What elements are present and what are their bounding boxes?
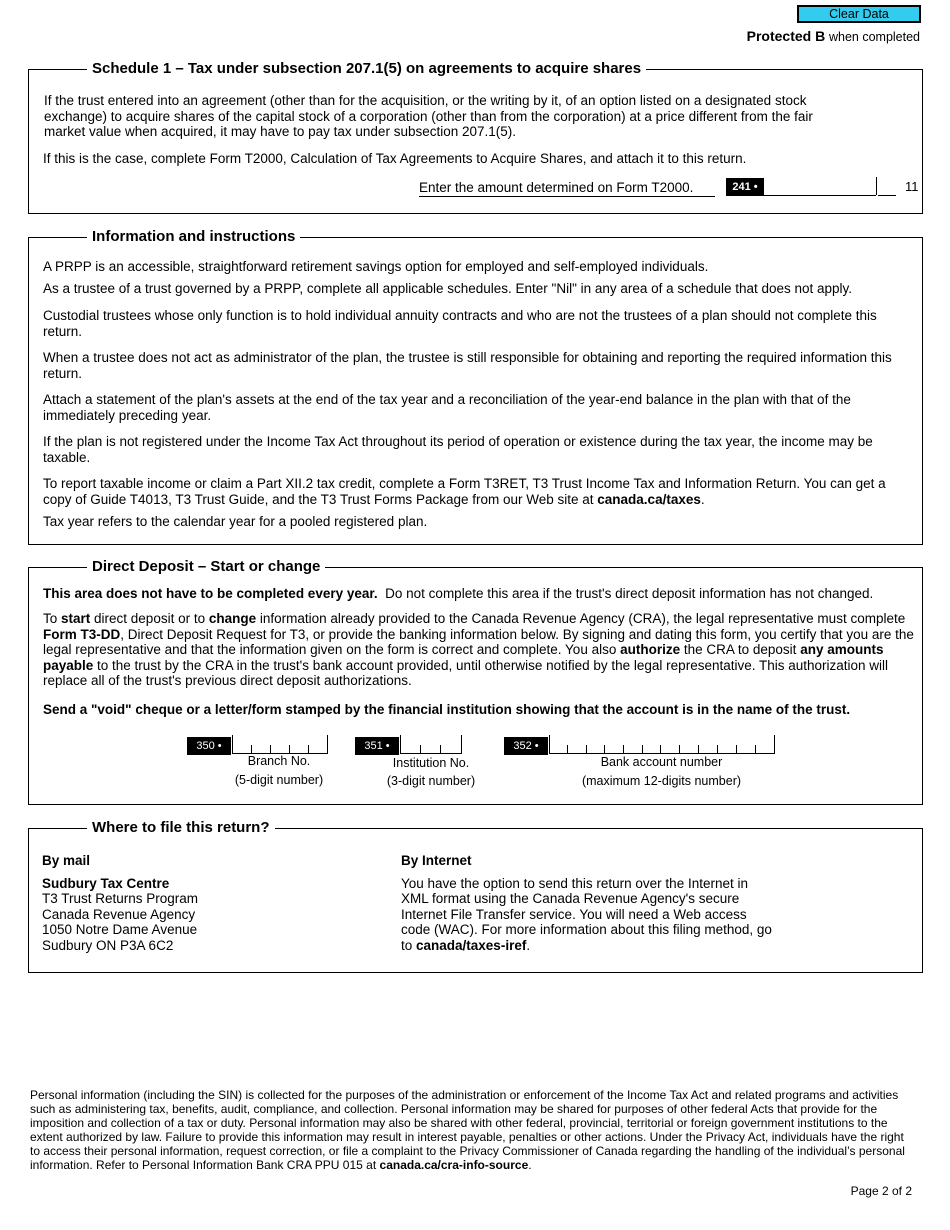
direct-deposit-section xyxy=(28,558,923,805)
privacy-notice xyxy=(30,1088,915,1172)
info-para6: If the plan is not registered under the Income Tax Act throughout its period of operation or existence during the tax year, the income may be taxable. xyxy=(43,434,873,465)
when-completed-label: when completed xyxy=(828,30,920,44)
deposit-text-3: information already provided to the Canada Revenue Agency (CRA), the legal representative must complete xyxy=(256,611,906,626)
mail-street: 1050 Notre Dame Avenue xyxy=(42,922,198,937)
deposit-change-word: change xyxy=(208,611,257,626)
digit-divider xyxy=(604,745,605,753)
digit-divider xyxy=(642,745,643,753)
decimal-divider xyxy=(876,177,877,195)
deposit-form-name: Form T3-DD xyxy=(43,626,121,642)
digit-divider xyxy=(698,745,699,753)
where-to-file-section xyxy=(28,819,923,973)
protected-b-label: Protected B xyxy=(746,28,826,44)
taxes-iref-link[interactable]: canada/taxes-iref xyxy=(416,937,527,953)
mail-program: T3 Trust Returns Program xyxy=(42,891,199,906)
account-number-field[interactable] xyxy=(549,736,775,754)
direct-deposit-title: Direct Deposit – Start or change xyxy=(87,558,325,576)
where-to-file-title: Where to file this return? xyxy=(87,819,275,837)
digit-divider xyxy=(660,745,661,753)
info-para7-end: . xyxy=(700,491,705,507)
digit-divider xyxy=(679,745,680,753)
branch-label: Branch No. xyxy=(247,754,311,768)
info-para1: A PRPP is an accessible, straightforward retirement savings option for employed and self-employed individuals. xyxy=(43,259,709,274)
digit-divider xyxy=(420,745,421,753)
information-title: Information and instructions xyxy=(87,228,300,246)
digit-divider xyxy=(623,745,624,753)
field-edge xyxy=(461,735,462,753)
deposit-intro-rest: Do not complete this area if the trust's direct deposit information has not changed. xyxy=(385,586,874,601)
info-para2: As a trustee of a trust governed by a PRPP, complete all applicable schedules. Enter "Nil" in any area of a schedule that does not apply. xyxy=(43,281,853,296)
privacy-end: . xyxy=(528,1158,532,1172)
deposit-text-1: To xyxy=(43,611,62,626)
info-para4: When a trustee does not act as administrator of the plan, the trustee is still responsible for obtaining and reporting the required information this return. xyxy=(43,350,892,381)
deposit-text-4: , Direct Deposit Request for T3, or provide the banking information below. By signing and dating this form, you certify that you are the legal representative and that the information given on the form is correct and complete. You also xyxy=(43,626,914,657)
digit-divider xyxy=(440,745,441,753)
branch-code: 350 • xyxy=(187,737,231,755)
info-para5: Attach a statement of the plan's assets at the end of the tax year and a reconciliation of the year-end balance in the plan with that of the immediately preceding year. xyxy=(43,392,851,423)
deposit-text-5: the CRA to deposit xyxy=(680,642,801,657)
page-number: Page 2 of 2 xyxy=(850,1184,912,1198)
digit-divider xyxy=(586,745,587,753)
deposit-amounts-phrase: any amounts payable xyxy=(43,642,884,673)
privacy-text: Personal information (including the SIN) is collected for the purposes of the administration or enforcement of the Income Tax Act and related programs and activities such as administering tax, benefits, audit, compliance, and collection. Personal information may be shared for purposes of other federal Acts that provide for the imposition and collection of a tax or duty. Personal information may also be shared with other federal, provincial, territorial or foreign government institutions to the extent authorized by law. Failure to provide this information may result in interest payable, penalties or other actions. Under the Privacy Act, individuals have the right to access their personal information, request correction, or file a complaint to the Privacy Commissioner of Canada regarding the handling of the individual’s personal information. Refer to Personal Information Bank CRA PPU 015 at xyxy=(30,1088,905,1172)
enter-amount-label: Enter the amount determined on Form T2000. xyxy=(419,180,715,197)
digit-divider xyxy=(717,745,718,753)
deposit-intro-bold: This area does not have to be completed every year. xyxy=(43,586,378,601)
deposit-instructions xyxy=(43,611,915,689)
by-mail-heading: By mail xyxy=(42,853,91,868)
info-para3: Custodial trustees whose only function is to hold individual annuity contracts and who are not the trustees of a plan should not complete this return. xyxy=(43,308,877,339)
protected-b-notice xyxy=(747,28,920,44)
digit-divider xyxy=(308,745,309,753)
account-code: 352 • xyxy=(504,737,548,755)
mail-agency: Canada Revenue Agency xyxy=(42,906,196,922)
info-para7 xyxy=(43,476,913,507)
deposit-authorize-word: authorize xyxy=(620,642,681,657)
line-241-cents-field[interactable] xyxy=(878,178,896,196)
institution-code: 351 • xyxy=(355,737,399,755)
account-label: Bank account number xyxy=(600,755,723,769)
information-section xyxy=(28,228,923,545)
field-edge xyxy=(549,735,550,753)
schedule-1-section xyxy=(28,60,923,214)
deposit-text-6: to the trust by the CRA in the trust's bank account provided, until otherwise notified by the legal representative. This authorization will replace all of the trust's previous direct deposit authorizations. xyxy=(43,657,889,688)
field-edge xyxy=(327,735,328,753)
by-mail-block xyxy=(42,853,372,953)
line-241-amount-field[interactable] xyxy=(764,178,876,196)
deposit-text-2: direct deposit or to xyxy=(90,611,209,626)
send-void-cheque: Send a "void" cheque or a letter/form stamped by the financial institution showing that the account is in the name of the trust. xyxy=(43,702,851,717)
digit-divider xyxy=(736,745,737,753)
digit-divider xyxy=(251,745,252,753)
mail-tax-centre: Sudbury Tax Centre xyxy=(42,875,170,891)
canada-taxes-link[interactable]: canada.ca/taxes xyxy=(597,491,701,507)
internet-text: You have the option to send this return over the Internet in XML format using the Canada Revenue Agency's secure Internet File Transfer service. You will need a Web access code (WAC). For more information about this filing method, go to xyxy=(401,875,772,953)
deposit-intro xyxy=(43,586,913,602)
by-internet-block xyxy=(401,853,773,953)
deposit-start-word: start xyxy=(61,611,91,626)
mail-city: Sudbury ON P3A 6C2 xyxy=(42,937,174,953)
digit-divider xyxy=(567,745,568,753)
line-241-code: 241 • xyxy=(726,178,764,196)
digit-divider xyxy=(289,745,290,753)
branch-number-field[interactable] xyxy=(232,736,328,754)
field-edge xyxy=(232,735,233,753)
by-internet-heading: By Internet xyxy=(401,853,472,868)
internet-description xyxy=(401,876,773,954)
clear-data-button[interactable]: Clear Data xyxy=(797,5,921,23)
info-para8: Tax year refers to the calendar year for a pooled registered plan. xyxy=(43,514,428,529)
institution-sublabel: (3-digit number) xyxy=(386,774,476,788)
branch-sublabel: (5-digit number) xyxy=(234,773,324,787)
institution-number-field[interactable] xyxy=(400,736,462,754)
digit-divider xyxy=(270,745,271,753)
account-sublabel: (maximum 12-digits number) xyxy=(581,774,742,788)
schedule-1-title: Schedule 1 – Tax under subsection 207.1(5) on agreements to acquire shares xyxy=(87,60,646,78)
schedule-1-para1: If the trust entered into an agreement (other than for the acquisition, or the writing by it, of an option listed on a designated stock exchange) to acquire shares of the capital stock of a corporation (other than from the corporation) at a price different from the fair market value when acquired, it may have to pay tax under subsection 207.1(5). xyxy=(44,93,813,139)
cra-info-source-link[interactable]: canada.ca/cra-info-source xyxy=(379,1158,529,1172)
line-number: 11 xyxy=(905,179,919,194)
field-edge xyxy=(400,735,401,753)
institution-label: Institution No. xyxy=(392,756,470,770)
internet-end: . xyxy=(526,937,531,953)
field-edge xyxy=(774,735,775,753)
schedule-1-para2: If this is the case, complete Form T2000, Calculation of Tax Agreements to Acquire Shares, and attach it to this return. xyxy=(43,151,747,166)
digit-divider xyxy=(755,745,756,753)
info-para7-text: To report taxable income or claim a Part XII.2 tax credit, complete a Form T3RET, T3 Trust Income Tax and Information Return. You can get a copy of Guide T4013, T3 Trust Guide, and the T3 Trust Forms Package from our Web site at xyxy=(43,476,886,507)
